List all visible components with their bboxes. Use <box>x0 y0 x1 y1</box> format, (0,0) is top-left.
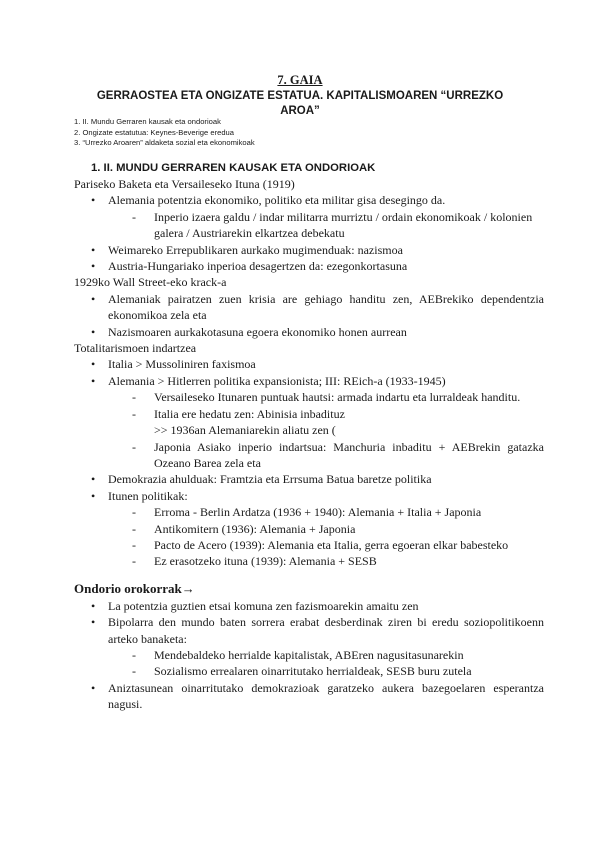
crash-list <box>74 291 544 340</box>
crash-heading: 1929ko Wall Street-eko krack-a <box>74 275 227 290</box>
list-item: • Alemania > Hitlerren politika expansionista; III: REich-a (1933-1945) - Versaileseko Itunaren puntuak hautsi: armada indartu eta lurraldeak handitu. - Italia ere hedatu zen: Abinisia inbadituz >> 1936an Alemaniarekin aliatu zen ( - Japonia Asiako inperio indartsua: Manchuria inbaditu + AEBrekin gatazka Ozeano Barea zela eta <box>74 373 544 471</box>
chapter-title-line1: GERRAOSTEA ETA ONGIZATE ESTATUA. KAPITALISMOAREN “URREZKO <box>96 90 504 102</box>
list-item: • Alemaniak pairatzen zuen krisia are gehiago handitu zen, AEBrekiko dependentzia ekonomikoa zela eta <box>74 291 544 324</box>
toc-item: 2. Ongizate estatutua: Keynes-Beverige eredua <box>74 127 234 137</box>
sub-list-item: - Italia ere hedatu zen: Abinisia inbadituz <box>128 406 544 422</box>
chapter-number: 7. GAIA <box>277 73 323 87</box>
section-title: 1. II. MUNDU GERRAREN KAUSAK ETA ONDORIOAK <box>91 162 376 174</box>
sub-list-item: - Ez erasotzeko ituna (1939): Alemania + SESB <box>128 553 544 569</box>
chapter-title-line2: AROA” <box>280 105 320 117</box>
table-of-contents <box>74 117 255 149</box>
sub-list-continuation: >> 1936an Alemaniarekin aliatu zen ( <box>154 423 336 438</box>
document-body <box>74 160 544 713</box>
consequences-list <box>74 598 544 713</box>
list-item: • Bipolarra den mundo baten sorrera erabat desberdinak ziren bi eredu soziopolitikoenn arteko banaketa: - Mendebaldeko herrialde kapitalistak, ABEren nagusitasunarekin - Sozialismo errealaren oinarritutako herrialdeak, SESB buru zutela <box>74 614 544 680</box>
toc-item: 3. “Urrezko Aroaren” aldaketa sozial eta ekonomikoak <box>74 138 255 147</box>
consequences-heading: Ondorio orokorrak→ <box>74 580 195 596</box>
list-item: • Alemania potentzia ekonomiko, politiko eta militar gisa desegingo da. - Inperio izaera galdu / indar militarra murriztu / ordain ekonomikoak / kolonien galera / Austriarekin elkartzea debekatu <box>74 192 544 241</box>
list-item: • Aniztasunean oinarritutako demokrazioak garatzeko aukera bazegoelaren esperantza nagusi. <box>74 680 544 713</box>
list-item: • Nazismoaren aurkakotasuna egoera ekonomiko honen aurrean <box>74 324 544 340</box>
toc-item: 1. II. Mundu Gerraren kausak eta ondorioak <box>74 117 221 126</box>
sub-list-item: - Antikomitern (1936): Alemania + Japonia <box>128 521 544 537</box>
sub-list-item: - Pacto de Acero (1939): Alemania eta Italia, gerra egoeran elkar babesteko <box>128 537 544 553</box>
list-item: • La potentzia guztien etsai komuna zen fazismoarekin amaitu zen <box>74 598 544 614</box>
sub-list-item: - Mendebaldeko herrialde kapitalistak, ABEren nagusitasunarekin <box>128 647 544 663</box>
title-block <box>70 73 530 118</box>
list-item: • Itunen politikak: - Erroma - Berlin Ardatza (1936 + 1940): Alemania + Italia + Japonia - Antikomitern (1936): Alemania + Japonia - Pacto de Acero (1939): Alemania eta Italia, gerra egoeran elkar babesteko - Ez erasotzeko ituna (1939): Alemania + SESB <box>74 488 544 570</box>
list-item: • Demokrazia ahulduak: Framtzia eta Errsuma Batua baretze politika <box>74 471 544 487</box>
totalitarianism-heading: Totalitarismoen indartzea <box>74 341 197 356</box>
totalitarianism-list <box>74 356 544 569</box>
list-item: • Weimareko Errepublikaren aurkako mugimenduak: nazismoa <box>74 242 544 258</box>
list-item: • Italia > Mussoliniren faxismoa <box>74 356 544 372</box>
sub-list-item: - Sozialismo errealaren oinarritutako herrialdeak, SESB buru zutela <box>128 663 544 679</box>
sub-list-item: - Erroma - Berlin Ardatza (1936 + 1940): Alemania + Italia + Japonia <box>128 504 544 520</box>
sub-list-item: - Japonia Asiako inperio indartsua: Manchuria inbaditu + AEBrekin gatazka Ozeano Barea zela eta <box>128 439 544 472</box>
sub-list-item: - Inperio izaera galdu / indar militarra murriztu / ordain ekonomikoak / kolonien galera / Austriarekin elkartzea debekatu <box>128 209 544 242</box>
versailles-heading: Pariseko Baketa eta Versaileseko Ituna (1919) <box>74 177 295 191</box>
versailles-list <box>74 192 544 274</box>
list-item: • Austria-Hungariako inperioa desagertzen da: ezegonkortasuna <box>74 258 544 274</box>
sub-list-item: - Versaileseko Itunaren puntuak hautsi: armada indartu eta lurraldeak handitu. <box>128 389 544 405</box>
